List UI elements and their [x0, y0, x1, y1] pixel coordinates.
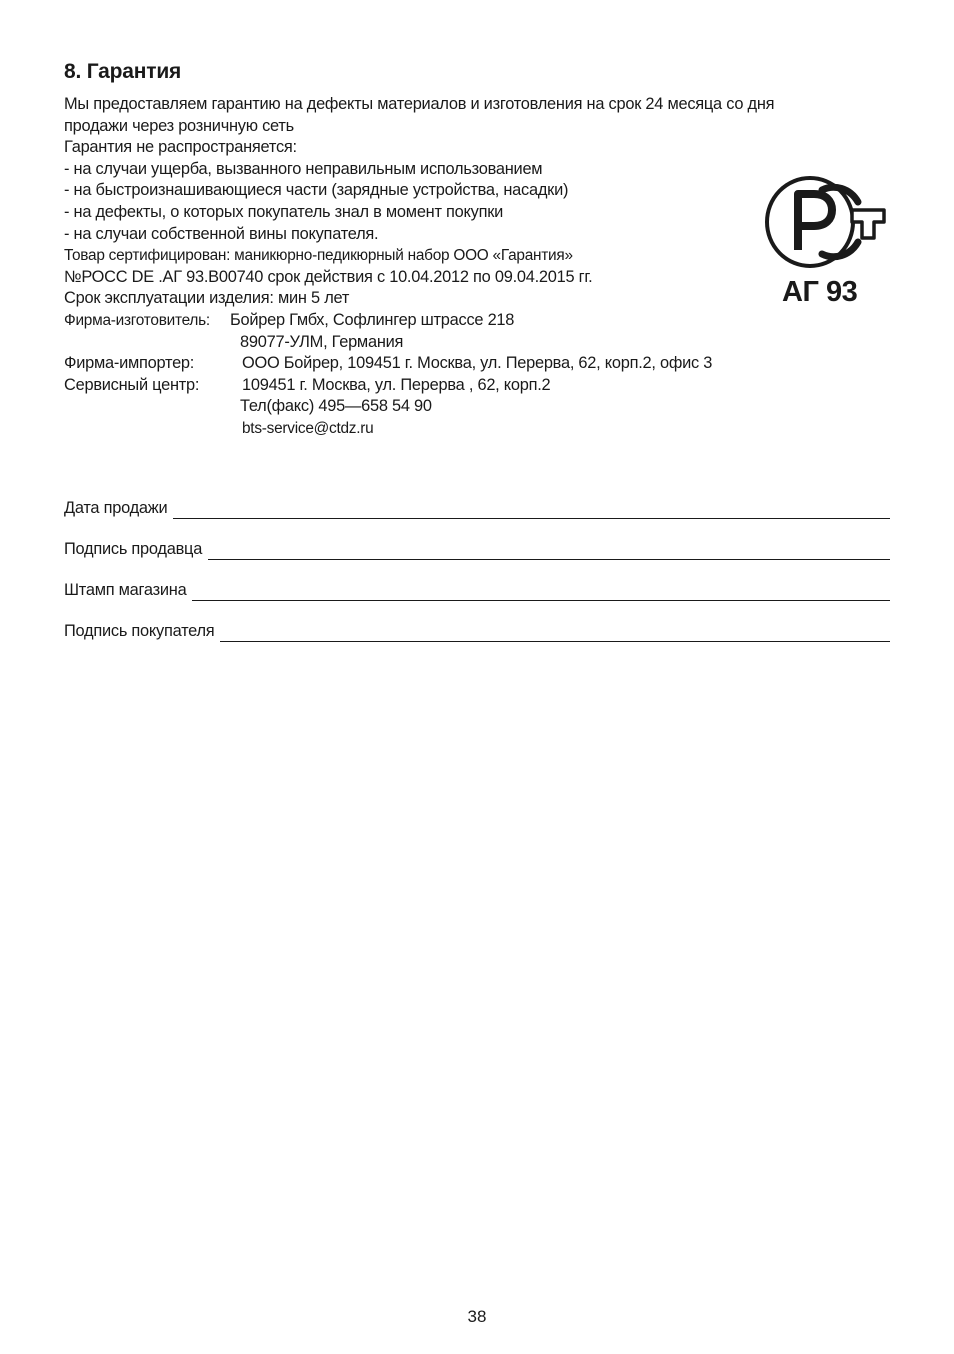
field-line[interactable]: [220, 641, 890, 642]
manufacturer-address-2: 89077-УЛМ, Германия: [240, 332, 404, 351]
service-life: Срок эксплуатации изделия: мин 5 лет: [64, 289, 350, 308]
service-center-address: 109451 г. Москва, ул. Перерва , 62, корп.2: [242, 375, 551, 394]
section-heading: 8. Гарантия: [64, 60, 182, 83]
field-label: Дата продажи: [64, 499, 168, 517]
exclusion-item: - на быстроизнашивающиеся части (зарядные устройства, насадки): [64, 181, 569, 200]
manufacturer-row: [64, 310, 864, 332]
certification-code: АГ 93: [782, 276, 858, 308]
exclusion-item: - на случаи собственной вины покупателя.: [64, 224, 379, 243]
service-center-phone: Тел(факс) 495—658 54 90: [240, 397, 432, 416]
page-number: 38: [467, 1307, 487, 1326]
exclusion-item: - на дефекты, о которых покупатель знал в момент покупки: [64, 202, 504, 221]
exclusions-title: Гарантия не распространяется:: [64, 138, 297, 157]
buyer-signature-field[interactable]: [64, 601, 890, 642]
field-label: Штамп магазина: [64, 581, 187, 599]
sale-date-field[interactable]: [64, 478, 890, 519]
field-line[interactable]: [173, 518, 890, 519]
certificate-line: Товар сертифицирован: маникюрно-педикюрный набор ООО «Гарантия»: [64, 247, 573, 265]
seller-signature-field[interactable]: [64, 519, 890, 560]
importer-row: [64, 353, 864, 375]
importer-label: Фирма-импортер:: [64, 354, 195, 373]
exclusion-item: - на случаи ущерба, вызванного неправильным использованием: [64, 159, 543, 178]
store-stamp-field[interactable]: [64, 560, 890, 601]
field-line[interactable]: [192, 600, 890, 601]
manufacturer-label: Фирма-изготовитель:: [64, 311, 210, 329]
service-center-label: Сервисный центр:: [64, 375, 200, 394]
field-label: Подпись продавца: [64, 540, 203, 558]
rst-certification-mark-icon: [764, 174, 888, 270]
signature-fields: [64, 478, 890, 642]
importer-value: ООО Бойрер, 109451 г. Москва, ул. Перерва, 62, корп.2, офис 3: [242, 354, 713, 373]
warranty-text: [64, 94, 864, 440]
certificate-number: №РОСС DE .АГ 93.В00740 срок действия с 10.04.2012 по 09.04.2015 гг.: [64, 267, 593, 286]
service-center-row: [64, 375, 864, 397]
field-line[interactable]: [208, 559, 890, 560]
warranty-line: Мы предоставляем гарантию на дефекты материалов и изготовления на срок 24 месяца со дня: [64, 95, 775, 113]
warranty-line: продажи через розничную сеть: [64, 116, 294, 135]
manufacturer-address: Бойрер Гмбх, Софлингер штрассе 218: [230, 310, 515, 329]
service-center-email: bts-service@ctdz.ru: [242, 419, 374, 437]
field-label: Подпись покупателя: [64, 622, 215, 640]
